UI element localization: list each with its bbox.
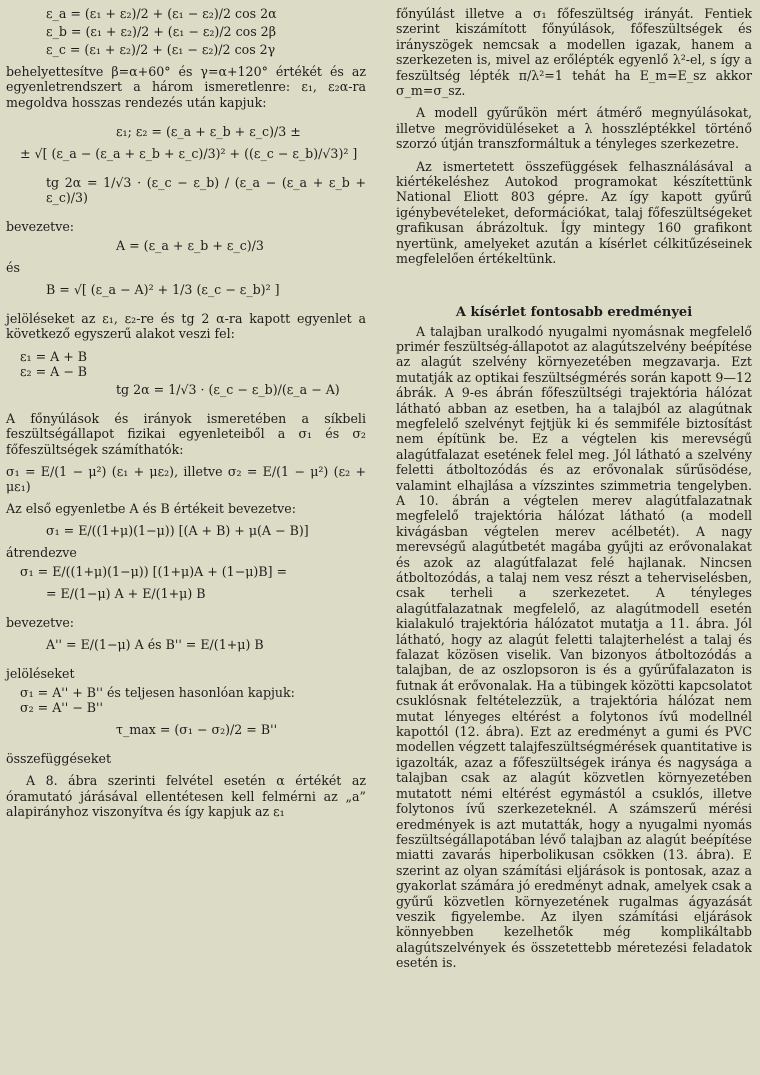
label-relations: összefüggéseket	[6, 750, 112, 766]
label-and: és	[6, 259, 20, 275]
equation-sigma1-rearranged-2: = E/(1−μ) A + E/(1+μ) B	[46, 585, 206, 601]
equation-e2: ε₂ = A − B	[20, 363, 88, 379]
equation-strain-c: ε_c = (ε₁ + ε₂)/2 + (ε₁ − ε₂)/2 cos 2γ	[46, 42, 276, 57]
label-introduce-2: bevezetve:	[6, 614, 75, 630]
paragraph-physical-equations: A főnyúlások és irányok ismeretében a síkbeli feszültségállapot fizikai egyenleteiből a σ₁ és σ₂ főfeszültségek számíthatók:	[6, 410, 366, 457]
equation-sigma-pair: σ₁ = E/(1 − μ²) (ε₁ + με₂), illetve σ₂ = E/(1 − μ²) (ε₂ + με₁)	[6, 464, 366, 495]
label-notations: jelöléseket	[6, 666, 75, 682]
paragraph-figure-8: A 8. ábra szerinti felvétel esetén α értékét az óramutató járásával ellentétesen kell felmérni az „a” alapirányhoz viszonyítva és így kapjuk az ε₁	[6, 773, 366, 819]
paragraph-software: Az ismertetett összefüggések felhasználásával a kiértékeléshez Autokod programokat készítettünk National Eliott 803 gépre. Az így kapott gyűrű igénybevételeket, deformációkat, talaj főfeszültségeket grafikusan ábrázoltuk. Így mintegy 160 grafikont nyertünk, amelyeket azután a kísérlet célkitűzéseinek megfelelően értékeltünk.	[396, 158, 752, 267]
paragraph-results: A talajban uralkodó nyugalmi nyomásnak megfelelő primér feszültség-állapotot az alagútszelvény beépítése az alagút szelvény környezetében megzavarja. Ezt mutatják az optikai feszültségmérés során kapott 9—12 ábrák. A 9-es ábrán főfeszültségi trajektória hálózat látható abban az esetben, ha a talajból az alagútnak megfelelő szelvényt fejtjük ki és semmiféle biztosítást nem építünk be. Ez a végtelen kis merevségű alagútfalazat esetének felel meg. Jól látható a szelvény feletti átboltozódás és az erővonalak sűrűsödése, valamint elhajlása a vízszintes szimmetria tengelyben. A 10. ábrán a végtelen merev alagútfalazatnak megfelelő trajektória hálózat látható (a modell kivágásban végtelen merev acélbetét). A nagy merevségű alagútbetét magába gyűjti az erővonalakat és azok az alagútfalazat felé hajlanak. Nincsen átboltozódás, a talaj nem vesz részt a teherviselésben, csak terheli a szerkezetet. A tényleges alagútfalazatnak megfelelő, az alagútmodell esetén kialakuló trajektória hálózatot mutatja a 11. ábra. Jól látható, hogy az alagút feletti talajterhelést a talaj és falazat közösen viselik. Van bizonyos átboltozódás a talajban, de az oszlopsoron is és a gyűrűfalazaton is futnak át erővonalak. Ha a tübingek közötti kapcsolatot csuklósnak feltételezzük, a trajektória hálózat nem mutat lényeges eltérést a folytonos ívű modellnél kapottól (12. ábra). Ezt az eredményt a gumi és PVC modellen végzett talajfeszültségmérések quantitative is igazolták, azaz a főfeszültségek iránya és nagysága a talajban csak az alagút közvetlen környezetében mutatott némi eltérést egymástól a csuklós, illetve folytonos ívű szerkezeteknél. A számszerű mérési eredmények is azt mutatták, hogy a nyugalmi nyomás feszültségállapotában lévő talajban az alagút beépítése miatti zavarás hiperbolikusan csökken (13. ábra). E szerint az olyan számítási eljárások is pontosak, azaz a gyakorlat számára jó eredményt adnak, amelyek csak a gyűrű közvetlen környezetének rugalmas ágyazását veszik figyelembe. Az ilyen számítási eljárások könnyebben kezelhetők még komplikáltabb alagútszelvények és összetettebb méretezési feladatok esetén is.	[396, 323, 752, 971]
equation-B: B = √[ (ε_a − A)² + 1/3 (ε_c − ε_b)² ]	[46, 282, 280, 298]
equation-strain-a: ε_a = (ε₁ + ε₂)/2 + (ε₁ − ε₂)/2 cos 2α	[46, 6, 277, 21]
equation-e1: ε₁ = A + B	[20, 348, 88, 364]
section-heading: A kísérlet fontosabb eredményei	[455, 304, 693, 320]
equation-eps12-line2: ± √[ (ε_a − (ε_a + ε_b + ε_c)/3)² + ((ε_c − ε_b)/√3)² ]	[20, 146, 358, 162]
equation-tg2alpha: tg 2α = 1/√3 · (ε_c − ε_b) / (ε_a − (ε_a + ε_b + ε_c)/3)	[46, 175, 366, 206]
equation-A2-B2: A'' = E/(1−μ) A és B'' = E/(1+μ) B	[46, 637, 264, 653]
label-introduce: bevezetve:	[6, 219, 75, 235]
label-rearranged: átrendezve	[6, 545, 77, 561]
paragraph-substitution: behelyettesítve β=α+60° és γ=α+120° értékét és az egyenletrendszert a három ismeretlenre: ε₁, ε₂α-ra megoldva hosszas rendezés után kapjuk:	[6, 64, 366, 110]
paragraph-first-equation: Az első egyenletbe A és B értékeit bevezetve:	[6, 501, 296, 517]
equation-eps12-line1: ε₁; ε₂ = (ε_a + ε_b + ε_c)/3 ±	[116, 124, 301, 140]
equation-A: A = (ε_a + ε_b + ε_c)/3	[116, 237, 264, 253]
right-column	[396, 6, 752, 971]
paragraph-model-rings: A modell gyűrűkön mért átmérő megnyúlásokat, illetve megrövidüléseket a λ hosszléptékkel történő szorzó útján transzformáltuk a tényleges szerkezetre.	[396, 105, 752, 152]
equation-s1-line: σ₁ = A'' + B'' és teljesen hasonlóan kapjuk:	[20, 684, 295, 700]
paragraph-notation: jelöléseket az ε₁, ε₂-re és tg 2 α-ra kapott egyenlet a következő egyszerű alakot veszi fel:	[6, 311, 366, 342]
equation-s2-line: σ₂ = A'' − B''	[20, 699, 103, 715]
paragraph-continuation: főnyúlást illetve a σ₁ főfeszültség irányát. Fentiek szerint kiszámított főnyúlások, főfeszültségek és irányszögek nemcsak a modellen igazak, hanem a szerkezeten is, mivel az erőlépték egyenlő λ²-el, s így a feszültség lépték π/λ²=1 tehát ha E_m=E_sz akkor σ_m=σ_sz.	[396, 6, 752, 99]
left-column	[6, 6, 366, 819]
equation-sigma1-ab: σ₁ = E/((1+μ)(1−μ)) [(A + B) + μ(A − B)]	[46, 523, 309, 539]
equation-sigma1-rearranged-1: σ₁ = E/((1+μ)(1−μ)) [(1+μ)A + (1−μ)B] =	[20, 563, 288, 579]
equation-strain-b: ε_b = (ε₁ + ε₂)/2 + (ε₁ − ε₂)/2 cos 2β	[46, 24, 276, 39]
equation-tau-max: τ_max = (σ₁ − σ₂)/2 = B''	[116, 721, 278, 737]
equation-tg2alpha-simple: tg 2α = 1/√3 · (ε_c − ε_b)/(ε_a − A)	[116, 381, 340, 397]
